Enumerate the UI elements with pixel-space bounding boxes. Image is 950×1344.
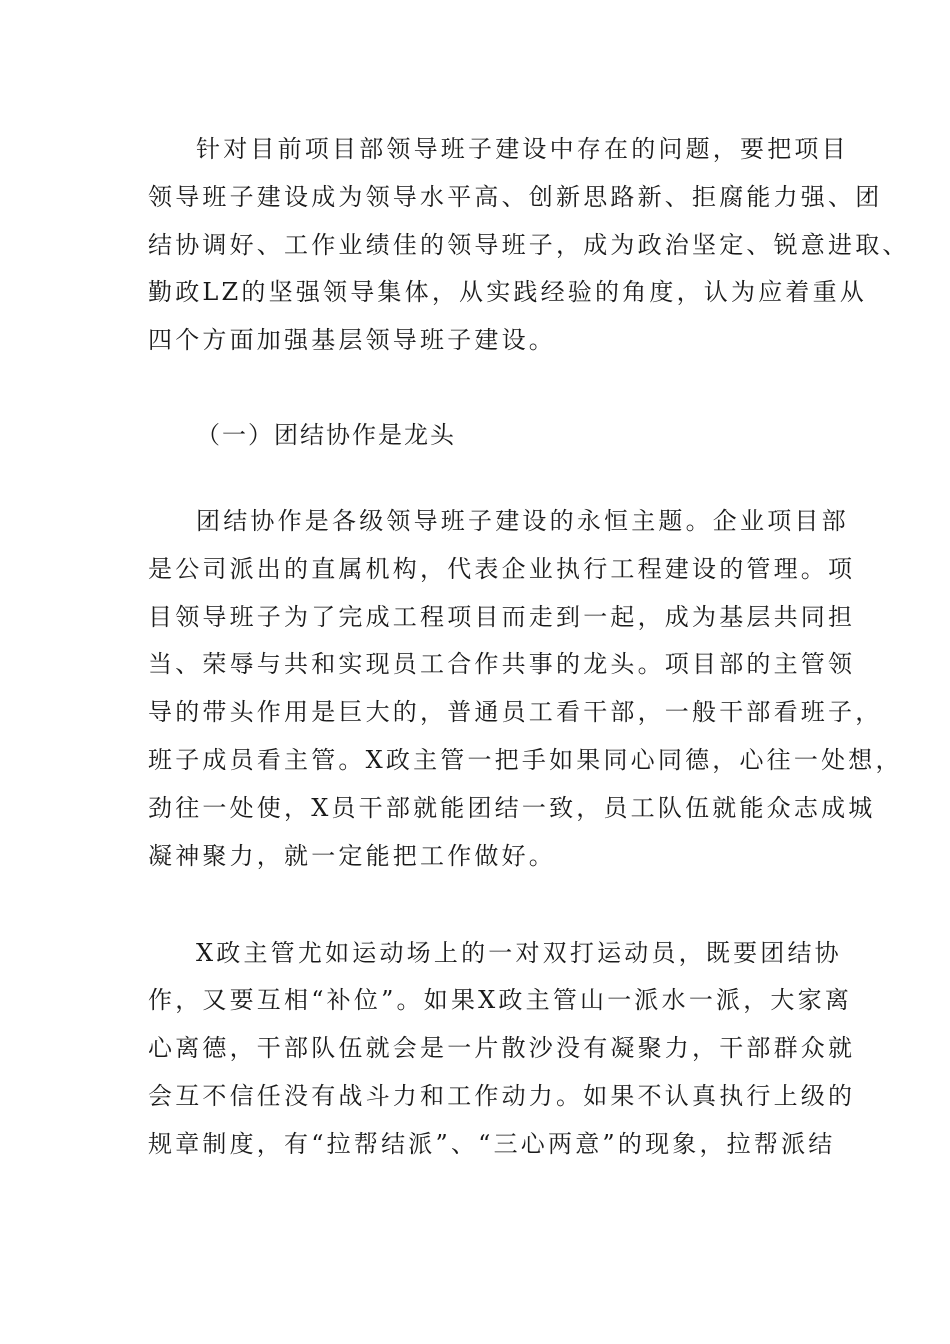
- section-heading-1: （一）团结协作是龙头: [196, 421, 456, 449]
- paragraph-3-line-4: 会互不信任没有战斗力和工作动力。如果不认真执行上级的: [148, 1082, 856, 1110]
- paragraph-3-line-1: X政主管尤如运动场上的一对双打运动员，既要团结协: [196, 939, 842, 967]
- paragraph-2-line-4: 当、荣辱与共和实现员工合作共事的龙头。项目部的主管领: [148, 650, 856, 678]
- paragraph-1-line-1: 针对目前项目部领导班子建设中存在的问题，要把项目: [196, 135, 849, 163]
- paragraph-3-line-3: 心离德，干部队伍就会是一片散沙没有凝聚力，干部群众就: [148, 1034, 856, 1062]
- paragraph-2-line-7: 劲往一处使，X员干部就能团结一致，员工队伍就能众志成城: [148, 794, 876, 822]
- paragraph-2-line-5: 导的带头作用是巨大的，普通员工看干部，一般干部看班子，: [148, 698, 883, 726]
- paragraph-1-line-5: 四个方面加强基层领导班子建设。: [148, 326, 556, 354]
- paragraph-3-line-5: 规章制度，有“拉帮结派”、“三心两意”的现象，拉帮派结: [148, 1130, 836, 1158]
- paragraph-2-line-3: 目领导班子为了完成工程项目而走到一起，成为基层共同担: [148, 603, 856, 631]
- paragraph-2-line-2: 是公司派出的直属机构，代表企业执行工程建设的管理。项: [148, 555, 856, 583]
- paragraph-2-line-1: 团结协作是各级领导班子建设的永恒主题。企业项目部: [196, 507, 849, 535]
- paragraph-1-line-2: 领导班子建设成为领导水平高、创新思路新、拒腐能力强、团: [148, 183, 883, 211]
- paragraph-2-line-8: 凝神聚力，就一定能把工作做好。: [148, 842, 556, 870]
- paragraph-1-line-3: 结协调好、工作业绩佳的领导班子，成为政治坚定、锐意进取、: [148, 231, 910, 259]
- paragraph-3-line-2: 作，又要互相“补位”。如果X政主管山一派水一派，大家离: [148, 986, 853, 1014]
- paragraph-1-line-4: 勤政LZ的坚强领导集体，从实践经验的角度，认为应着重从: [148, 278, 868, 306]
- paragraph-2-line-6: 班子成员看主管。X政主管一把手如果同心同德，心往一处想，: [148, 746, 903, 774]
